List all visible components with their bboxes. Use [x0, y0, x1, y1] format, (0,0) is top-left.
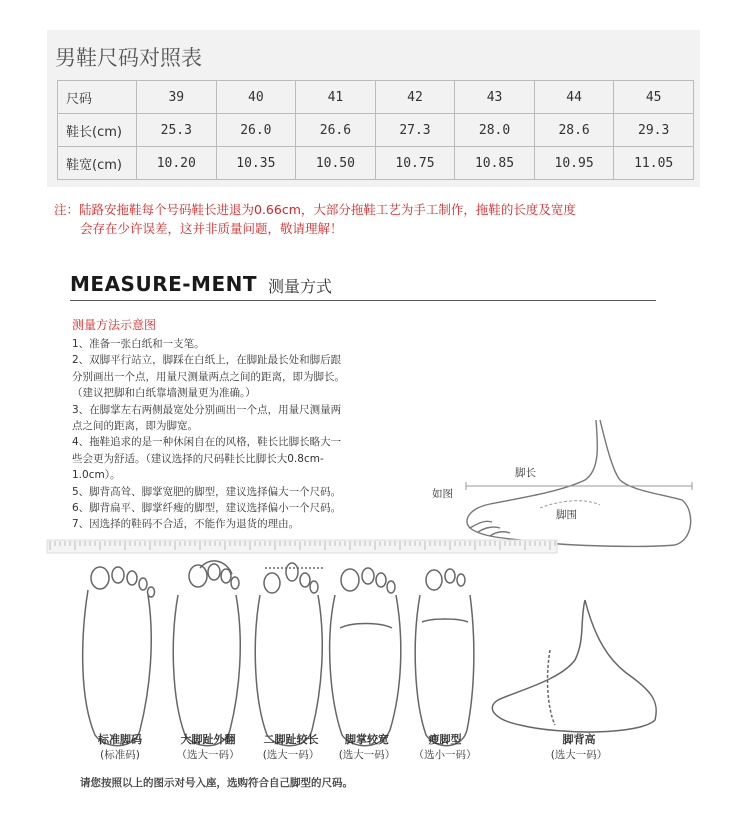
method-title: 测量方法示意图 [72, 318, 157, 332]
table-cell: 11.05 [614, 147, 694, 180]
heading-en: MEASURE-MENT [70, 272, 257, 296]
diagram-label-as-shown: 如图 [432, 488, 453, 500]
foot-outline-slim [415, 569, 474, 746]
table-row [58, 81, 694, 114]
row-header: 鞋宽(cm) [58, 147, 137, 180]
foot-type-tip: （选大一码） [176, 749, 240, 761]
step-line: 6、脚背扁平、脚掌纤瘦的脚型，建议选择偏小一个尺码。 [72, 502, 342, 515]
foot-outline-long-second-toe [255, 563, 325, 746]
table-cell: 25.3 [137, 114, 217, 147]
foot-type-tip: (选大一码） [338, 749, 396, 761]
bottom-note: 请您按照以上的图示对号入座，选购符合自己脚型的尺码。 [80, 777, 353, 789]
table-cell: 44 [534, 81, 614, 114]
size-chart-table [57, 80, 694, 180]
step-line: 分别画出一个点，用量尺测量两点之间的距离，即为脚长。 [72, 370, 345, 383]
table-cell: 27.3 [375, 114, 455, 147]
table-cell: 39 [137, 81, 217, 114]
foot-outline-wide [330, 568, 401, 746]
table-row [58, 147, 694, 180]
step-line: 些会更为舒适。（建议选择的尺码鞋长比脚长大0.8cm- [72, 452, 324, 465]
table-cell: 10.50 [296, 147, 376, 180]
foot-type-tip: （选小一码） [413, 749, 477, 761]
foot-type-slim [406, 731, 484, 762]
foot-type-name: 大脚趾外翻 [180, 733, 236, 746]
title-bar [47, 30, 700, 80]
step-line: 3、在脚掌左右两侧最宽处分别画出一个点，用量尺测量两 [72, 403, 342, 416]
step-line: 5、脚背高耸、脚掌宽肥的脚型，建议选择偏大一个尺码。 [72, 485, 342, 498]
foot-type-bunion [168, 731, 248, 762]
table-cell: 45 [614, 81, 694, 114]
foot-type-standard [90, 731, 150, 762]
foot-type-name: 标准脚码 [98, 733, 142, 746]
table-cell: 26.0 [216, 114, 296, 147]
ruler-graphic [47, 540, 557, 553]
diagram-label-foot-girth: 脚围 [556, 509, 577, 521]
diagram-label-foot-length: 脚长 [515, 467, 536, 479]
table-row [58, 114, 694, 147]
row-header: 鞋长(cm) [58, 114, 137, 147]
foot-type-name: 脚掌较宽 [345, 733, 389, 746]
foot-type-tip: (选大一码） [262, 749, 320, 761]
measurement-steps [72, 336, 392, 533]
step-line: 点之间的距离，即为脚宽。 [72, 420, 198, 433]
table-cell: 43 [455, 81, 535, 114]
table-cell: 10.35 [216, 147, 296, 180]
table-cell: 28.6 [534, 114, 614, 147]
table-cell: 29.3 [614, 114, 694, 147]
step-line: 7、因选择的鞋码不合适，不能作为退货的理由。 [72, 518, 300, 531]
foot-type-name: 脚背高 [562, 733, 596, 746]
table-cell: 10.85 [455, 147, 535, 180]
step-line: 2、双脚平行站立，脚踩在白纸上，在脚趾最长处和脚后跟 [72, 354, 342, 367]
step-line: 1.0cm）。 [72, 469, 121, 482]
table-cell: 10.75 [375, 147, 455, 180]
table-cell: 28.0 [455, 114, 535, 147]
foot-type-wide [328, 731, 406, 762]
table-cell: 42 [375, 81, 455, 114]
step-line: （建议把脚和白纸靠墙测量更为准确。） [72, 387, 256, 400]
foot-outline-high-instep [492, 600, 656, 732]
table-cell: 40 [216, 81, 296, 114]
size-note [54, 200, 714, 238]
row-header: 尺码 [58, 81, 137, 114]
foot-type-name: 二脚趾较长 [263, 733, 319, 746]
note-line-2: 会存在少许误差，这并非质量问题，敬请理解！ [80, 221, 343, 236]
foot-type-tip: (选大一码） [550, 749, 608, 761]
foot-type-long-second-toe [252, 731, 330, 762]
table-cell: 41 [296, 81, 376, 114]
side-foot-diagram [467, 420, 691, 546]
foot-length-arrow [466, 482, 692, 508]
foot-type-tip: (标准码) [100, 749, 140, 761]
step-line: 4、拖鞋追求的是一种休闲自在的风格，鞋长比脚长略大一 [72, 436, 342, 449]
foot-outline-bunion [173, 561, 240, 746]
page-title: 男鞋尺码对照表 [55, 46, 202, 70]
note-line-1: 注：陆路安拖鞋每个号码鞋长进退为0.66cm，大部分拖鞋工艺为手工制作，拖鞋的长度及宽度 [54, 202, 576, 217]
table-cell: 26.6 [296, 114, 376, 147]
foot-outline-standard [83, 567, 155, 746]
measurement-heading [70, 268, 656, 301]
foot-type-high-instep [540, 731, 618, 762]
foot-type-name: 瘦脚型 [428, 733, 462, 746]
table-cell: 10.20 [137, 147, 217, 180]
ruler-ticks [50, 541, 555, 550]
step-line: 1、准备一张白纸和一支笔。 [72, 338, 205, 350]
heading-cn: 测量方式 [268, 277, 333, 296]
table-cell: 10.95 [534, 147, 614, 180]
